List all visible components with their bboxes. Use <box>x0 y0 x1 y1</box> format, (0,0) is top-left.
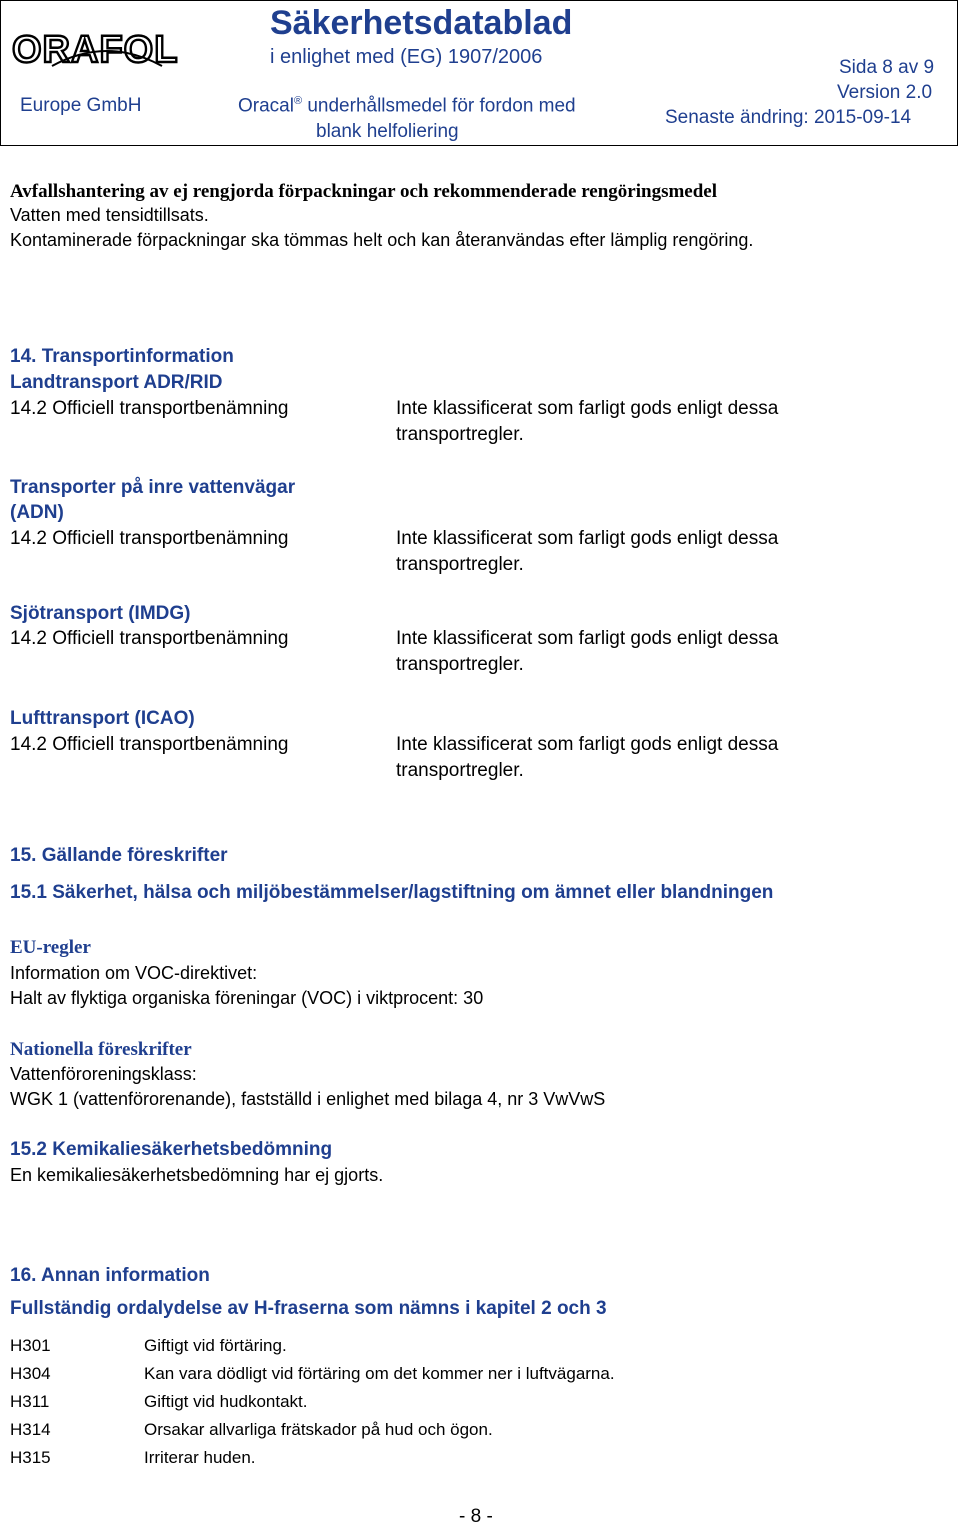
h-phrase-code: H304 <box>10 1364 51 1383</box>
registered-mark: ® <box>293 95 303 107</box>
h-phrase-code: H311 <box>10 1392 50 1411</box>
h-phrase-code: H301 <box>10 1336 51 1355</box>
product-name-line1 <box>238 95 576 117</box>
inland-waterway-title: Transporter på inre vattenvägar <box>10 477 296 498</box>
h-phrase-text: Orsakar allvarliga frätskador på hud och ögon. <box>144 1420 493 1439</box>
land-transport-title: Landtransport ADR/RID <box>10 372 223 393</box>
document-title: Säkerhetsdatablad <box>270 4 573 42</box>
last-change-text: Senaste ändring: 2015-09-14 <box>665 107 912 128</box>
wgk-label: Vattenföroreningsklass: <box>10 1064 197 1084</box>
section14-heading: 14. Transportinformation <box>10 346 234 367</box>
eu-rules-heading: EU-regler <box>10 937 91 958</box>
h-phrase-text: Kan vara dödligt vid förtäring om det kommer ner i luftvägarna. <box>144 1364 615 1383</box>
section15-1-heading: 15.1 Säkerhet, hälsa och miljöbestämmelser/lagstiftning om ämnet eller blandningen <box>10 882 774 903</box>
sea-transport-value-cont: transportregler. <box>396 654 524 675</box>
voc-value: Halt av flyktiga organiska föreningar (VOC) i viktprocent: 30 <box>10 988 484 1008</box>
company-name: Europe GmbH <box>20 95 142 116</box>
regulation-text: i enlighet med (EG) 1907/2006 <box>270 46 543 68</box>
h-phrase-text: Giftigt vid förtäring. <box>144 1336 287 1355</box>
air-transport-label: 14.2 Officiell transportbenämning <box>10 734 289 755</box>
air-transport-value-cont: transportregler. <box>396 760 524 781</box>
h-phrase-code: H314 <box>10 1420 51 1439</box>
sea-transport-title: Sjötransport (IMDG) <box>10 603 191 624</box>
voc-label: Information om VOC-direktivet: <box>10 963 258 983</box>
product-line2: blank helfoliering <box>316 121 459 142</box>
land-transport-value: Inte klassificerat som farligt gods enligt dessa <box>396 398 779 419</box>
section15-2-heading: 15.2 Kemikaliesäkerhetsbedömning <box>10 1139 333 1160</box>
section15-heading: 15. Gällande föreskrifter <box>10 845 228 866</box>
page-number: - 8 - <box>459 1506 493 1527</box>
section16-heading: 16. Annan information <box>10 1265 210 1286</box>
page-indicator: Sida 8 av 9 <box>839 57 935 78</box>
product-line1: underhållsmedel för fordon med <box>307 95 576 117</box>
air-transport-value: Inte klassificerat som farligt gods enligt dessa <box>396 734 779 755</box>
h-phrase-text: Giftigt vid hudkontakt. <box>144 1392 308 1411</box>
inland-waterway-value-cont: transportregler. <box>396 554 524 575</box>
land-transport-value-cont: transportregler. <box>396 424 524 445</box>
inland-waterway-title-cont: (ADN) <box>10 502 64 523</box>
sea-transport-value: Inte klassificerat som farligt gods enligt dessa <box>396 628 779 649</box>
svg-text:ORAFOL: ORAFOL <box>12 29 179 71</box>
version-text: Version 2.0 <box>837 82 933 103</box>
inland-waterway-value: Inte klassificerat som farligt gods enligt dessa <box>396 528 779 549</box>
disposal-line2: Kontaminerade förpackningar ska tömmas helt och kan återanvändas efter lämplig rengöring. <box>10 230 754 250</box>
orafol-logo <box>12 26 190 74</box>
wgk-value: WGK 1 (vattenförorenande), fastställd i enlighet med bilaga 4, nr 3 VwVwS <box>10 1089 606 1109</box>
disposal-line1: Vatten med tensidtillsats. <box>10 205 209 225</box>
h-phrase-code: H315 <box>10 1448 51 1467</box>
inland-waterway-label: 14.2 Officiell transportbenämning <box>10 528 289 549</box>
air-transport-title: Lufttransport (ICAO) <box>10 708 195 729</box>
h-phrases-heading: Fullständig ordalydelse av H-fraserna som nämns i kapitel 2 och 3 <box>10 1298 607 1319</box>
sea-transport-label: 14.2 Officiell transportbenämning <box>10 628 289 649</box>
section15-2-text: En kemikaliesäkerhetsbedömning har ej gjorts. <box>10 1165 384 1185</box>
national-rules-heading: Nationella föreskrifter <box>10 1039 192 1060</box>
disposal-heading: Avfallshantering av ej rengjorda förpackningar och rekommenderade rengöringsmedel <box>10 181 717 202</box>
land-transport-label: 14.2 Officiell transportbenämning <box>10 398 289 419</box>
product-prefix: Oracal <box>238 95 294 117</box>
h-phrase-text: Irriterar huden. <box>144 1448 256 1467</box>
